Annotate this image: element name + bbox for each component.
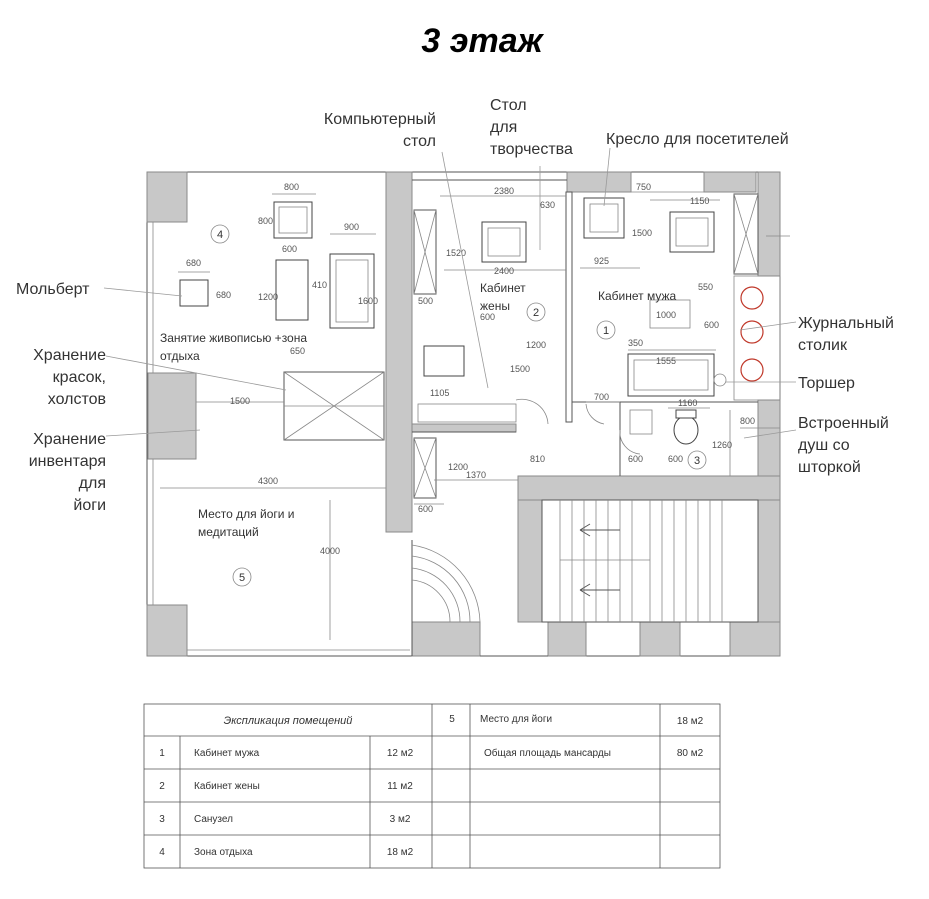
table-cell-area: 11 м2	[387, 781, 413, 792]
table-cell-area: 12 м2	[386, 748, 414, 759]
dim-label: 810	[530, 454, 546, 464]
callout-craft-table: Стол	[490, 97, 527, 114]
dim-label: 410	[312, 280, 328, 290]
callout-computer-desk: стол	[402, 133, 436, 150]
room-label-wife-office: Кабинет	[480, 281, 526, 295]
table-cell-name: Общая площадь мансарды	[484, 748, 611, 759]
callout-paint-storage: Хранение	[33, 347, 106, 364]
table-cell-num: 5	[449, 714, 455, 725]
table-cell-area: 3 м2	[389, 814, 411, 825]
dim-label: 700	[594, 392, 610, 402]
table-cell-num: 4	[159, 847, 165, 858]
dim-label: 1520	[446, 248, 467, 258]
dim-label: 750	[636, 182, 652, 192]
dim-label: 4300	[258, 476, 279, 486]
callout-yoga-storage: для	[78, 475, 106, 492]
callout-shower: шторкой	[798, 459, 861, 476]
callout-floor-lamp: Торшер	[798, 375, 855, 392]
room-number: 3	[693, 455, 701, 467]
dim-label: 500	[418, 296, 434, 306]
dim-label: 1500	[230, 396, 251, 406]
dim-label: 925	[594, 256, 610, 266]
table-cell-num: 3	[159, 814, 165, 825]
dim-label: 1200	[526, 340, 547, 350]
callout-computer-desk: Компьютерный	[323, 111, 436, 128]
room-label-yoga: медитаций	[198, 525, 259, 539]
dim-label: 600	[418, 504, 434, 514]
dim-label: 1500	[510, 364, 531, 374]
callout-yoga-storage: йоги	[73, 497, 106, 514]
dim-label: 1260	[712, 440, 733, 450]
dim-label: 650	[290, 346, 306, 356]
dim-label: 800	[284, 182, 300, 192]
callout-craft-table: для	[490, 119, 518, 136]
explication-header: Экспликация помещений	[223, 715, 353, 727]
callout-paint-storage: красок,	[52, 369, 106, 386]
table-cell-area: 80 м2	[676, 748, 704, 759]
dim-label: 600	[480, 312, 496, 322]
dim-label: 630	[540, 200, 556, 210]
dim-label: 1200	[258, 292, 279, 302]
table-cell-name: Место для йоги	[480, 714, 553, 725]
callout-yoga-storage: Хранение	[33, 431, 106, 448]
dim-label: 1105	[430, 388, 450, 398]
room-label-painting: Занятие живописью +зона	[160, 331, 308, 345]
dim-label: 2400	[494, 266, 515, 276]
dim-label: 680	[186, 258, 202, 268]
dim-label: 800	[258, 216, 274, 226]
callout-visitor-chair: Кресло для посетителей	[606, 131, 789, 148]
callout-shower: душ со	[798, 437, 850, 454]
room-label-husband-office: Кабинет мужа	[598, 289, 677, 303]
dim-label: 1150	[690, 196, 710, 206]
table-cell-num: 1	[159, 748, 165, 759]
room-number: 5	[238, 572, 246, 584]
callout-easel: Мольберт	[16, 281, 90, 298]
dim-label: 1370	[466, 470, 487, 480]
dim-label: 550	[698, 282, 714, 292]
callout-coffee-table: Журнальный	[798, 315, 894, 332]
dim-label: 1000	[656, 310, 677, 320]
callout-yoga-storage: инвентаря	[28, 453, 106, 470]
room-4-furniture	[180, 202, 384, 440]
dim-label: 600	[704, 320, 720, 330]
room-label-painting: отдыха	[160, 349, 200, 363]
room-number: 4	[216, 229, 224, 241]
callout-craft-table: творчества	[490, 141, 573, 158]
table-cell-name: Санузел	[194, 814, 233, 825]
table-cell-area: 18 м2	[676, 716, 704, 727]
dim-label: 1200	[448, 462, 469, 472]
page-title: 3 этаж	[421, 22, 543, 60]
room-number: 2	[532, 307, 540, 319]
table-cell-name: Кабинет жены	[194, 781, 260, 792]
dim-label: 600	[668, 454, 684, 464]
dim-label: 1555	[656, 356, 677, 366]
dim-label: 600	[628, 454, 644, 464]
room-label-wife-office: жены	[480, 299, 510, 313]
room-number: 1	[602, 325, 610, 337]
dim-label: 1600	[358, 296, 379, 306]
dim-label: 2380	[494, 186, 515, 196]
table-cell-area: 18 м2	[386, 847, 414, 858]
dim-label: 1500	[632, 228, 653, 238]
dim-label: 800	[740, 416, 756, 426]
dim-label: 4000	[320, 546, 341, 556]
table-cell-num: 2	[159, 781, 165, 792]
table-cell-name: Кабинет мужа	[194, 748, 260, 759]
explication-table	[144, 704, 720, 868]
dim-label: 350	[628, 338, 644, 348]
dim-label: 1160	[678, 398, 698, 408]
callout-shower: Встроенный	[798, 415, 889, 432]
dim-label: 600	[282, 244, 298, 254]
callout-paint-storage: холстов	[47, 391, 106, 408]
dim-label: 900	[344, 222, 360, 232]
callout-coffee-table: столик	[798, 337, 847, 354]
table-cell-name: Зона отдыха	[194, 847, 253, 858]
dim-label: 680	[216, 290, 232, 300]
room-2-furniture	[414, 210, 526, 498]
room-label-yoga: Место для йоги и	[198, 507, 295, 521]
staircase	[542, 500, 758, 622]
